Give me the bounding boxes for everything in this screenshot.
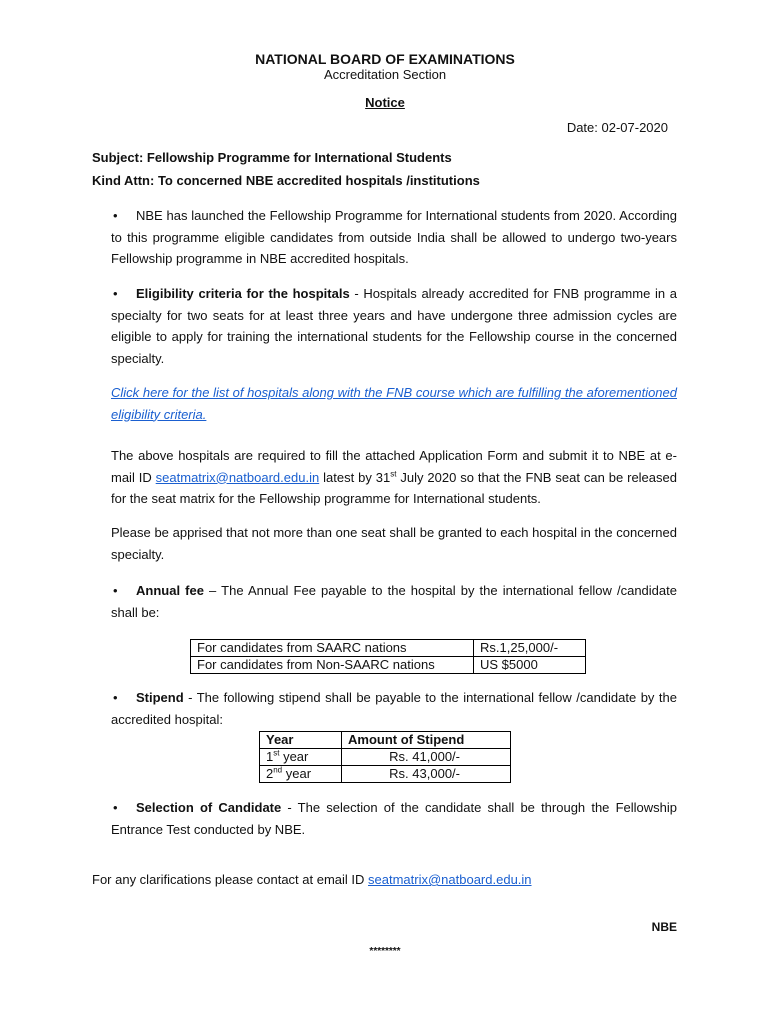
- bullet-5-marker: •: [113, 800, 118, 815]
- application-text-1: The above hospitals are required to fill the attached Application Form and submit it to NBE at e-mail ID: [111, 448, 677, 485]
- stipend-year-cell: [260, 766, 342, 783]
- bullet-3-marker: •: [113, 583, 118, 598]
- notice-heading: Notice: [365, 95, 405, 110]
- contact-text: For any clarifications please contact at email ID: [92, 872, 369, 887]
- application-paragraph: [111, 445, 677, 510]
- bullet-stipend-paragraph: [111, 687, 677, 730]
- table-row: [260, 749, 511, 766]
- year-suffix: nd: [273, 765, 283, 775]
- stipend-amount-cell: Rs. 43,000/-: [342, 766, 511, 783]
- selection-text: - The selection of the candidate shall be through the Fellowship Entrance Test conducted by NBE.: [111, 800, 677, 837]
- org-title: NATIONAL BOARD OF EXAMINATIONS: [255, 51, 515, 67]
- hospital-list-paragraph: [111, 382, 677, 425]
- stipend-text: - The following stipend shall be payable to the international fellow /candidate by the accredited hospital:: [111, 690, 677, 727]
- fee-heading: Annual fee: [136, 583, 204, 598]
- stipend-table: [259, 731, 511, 783]
- fee-table: [190, 639, 586, 674]
- stipend-header-amount: Amount of Stipend: [342, 732, 511, 749]
- contact-line: [92, 872, 532, 887]
- fee-label-cell: For candidates from Non-SAARC nations: [191, 657, 474, 674]
- eligibility-text: - Hospitals already accredited for FNB programme in a specialty for two seats for at least three years and have undergone three admission cycles are eligible to apply for training the international students for the Fellowship course in the concerned specialty.: [111, 286, 677, 366]
- bullet-launch-paragraph: [111, 205, 677, 270]
- bullet-fee-paragraph: [111, 580, 677, 623]
- kind-attn-line: Kind Attn: To concerned NBE accredited hospitals /institutions: [92, 173, 480, 188]
- signature: NBE: [651, 920, 677, 934]
- stipend-heading: Stipend: [136, 690, 184, 705]
- end-marker: ********: [369, 946, 401, 957]
- table-row: [191, 640, 586, 657]
- stipend-amount-cell: Rs. 41,000/-: [342, 749, 511, 766]
- table-row: [260, 732, 511, 749]
- fee-value-cell: Rs.1,25,000/-: [474, 640, 586, 657]
- contact-email-link[interactable]: seatmatrix@natboard.edu.in: [368, 872, 532, 887]
- fee-value-cell: US $5000: [474, 657, 586, 674]
- selection-heading: Selection of Candidate: [136, 800, 282, 815]
- fee-label-cell: For candidates from SAARC nations: [191, 640, 474, 657]
- email-link[interactable]: seatmatrix@natboard.edu.in: [155, 469, 320, 485]
- application-text-2: latest by 31: [319, 469, 391, 485]
- table-row: [260, 766, 511, 783]
- fee-text: – The Annual Fee payable to the hospital by the international fellow /candidate shall be:: [111, 583, 677, 620]
- year-word: year: [279, 749, 309, 764]
- bullet-2-marker: •: [113, 286, 118, 301]
- bullet-4-marker: •: [113, 690, 118, 705]
- year-number: 1: [266, 749, 274, 764]
- section-name: Accreditation Section: [323, 67, 447, 82]
- year-number: 2: [266, 766, 274, 781]
- bullet-eligibility-paragraph: [111, 283, 677, 369]
- table-row: [191, 657, 586, 674]
- date-superscript: st: [390, 469, 397, 479]
- hospital-list-link[interactable]: Click here for the list of hospitals along with the FNB course which are fulfilling the aforementioned eligibility criteria.: [111, 385, 677, 422]
- application-text-3: July 2020 so that the FNB seat can be released for the seat matrix for the Fellowship programme for International students.: [111, 469, 677, 506]
- notice-date: Date: 02-07-2020: [566, 120, 668, 135]
- seat-text: Please be apprised that not more than one seat shall be granted to each hospital in the concerned specialty.: [111, 525, 677, 562]
- year-suffix: st: [273, 748, 280, 758]
- stipend-year-cell: [260, 749, 342, 766]
- bullet-1-marker: •: [113, 208, 118, 223]
- year-word: year: [282, 766, 312, 781]
- seat-paragraph: [111, 522, 677, 565]
- eligibility-heading: Eligibility criteria for the hospitals: [136, 286, 350, 301]
- bullet-launch-text: NBE has launched the Fellowship Programme for International students from 2020. According to this programme eligible candidates from outside India shall be allowed to undergo two-years Fellowship programme in NBE accredited hospitals.: [111, 208, 677, 266]
- bullet-selection-paragraph: [111, 797, 677, 840]
- subject-line: Subject: Fellowship Programme for International Students: [92, 150, 452, 165]
- stipend-header-year: Year: [260, 732, 342, 749]
